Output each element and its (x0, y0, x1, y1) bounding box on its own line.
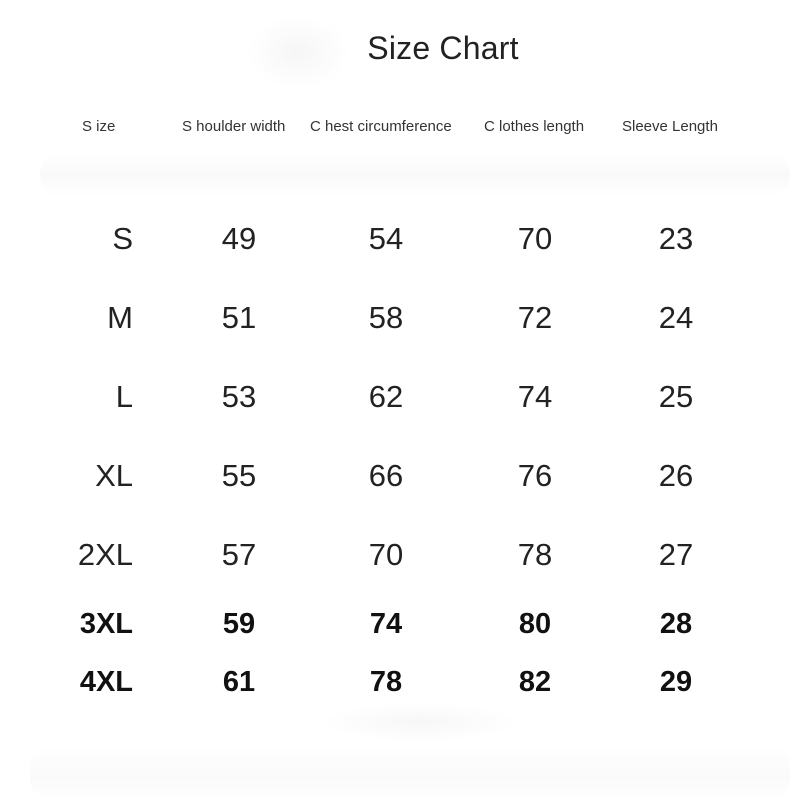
table-row (0, 662, 800, 702)
table-row (0, 219, 800, 259)
header-shadow-band (40, 152, 790, 198)
size-cell: 4XL (79, 666, 133, 698)
shoulder-width-cell: 59 (222, 608, 256, 640)
shoulder-width-cell: 53 (221, 379, 257, 414)
size-cell: XL (95, 458, 133, 493)
table-row (0, 456, 800, 496)
chest-circumference-cell: 66 (368, 458, 404, 493)
chest-circumference-cell: 70 (368, 537, 404, 572)
chest-circumference-cell: 78 (369, 666, 403, 698)
clothes-length-cell: 72 (517, 300, 553, 335)
column-header-sleeve-length: Sleeve Length (622, 118, 718, 135)
table-row (0, 377, 800, 417)
table-row (0, 298, 800, 338)
size-cell: S (112, 221, 133, 256)
bottom-shadow-band (30, 745, 790, 800)
chest-circumference-cell: 62 (368, 379, 404, 414)
size-cell: 2XL (77, 537, 133, 572)
clothes-length-cell: 82 (518, 666, 552, 698)
chest-circumference-cell: 74 (369, 608, 403, 640)
chest-circumference-cell: 54 (368, 221, 404, 256)
clothes-length-cell: 70 (517, 221, 553, 256)
size-cell: M (107, 300, 133, 335)
clothes-length-cell: 78 (517, 537, 553, 572)
shoulder-width-cell: 61 (222, 666, 256, 698)
sleeve-length-cell: 27 (658, 537, 694, 572)
column-header-shoulder-width: S houlder width (182, 118, 286, 135)
background-smudge (320, 702, 520, 742)
shoulder-width-cell: 51 (221, 300, 257, 335)
size-cell: L (115, 379, 133, 414)
sleeve-length-cell: 23 (658, 221, 694, 256)
shoulder-width-cell: 49 (221, 221, 257, 256)
clothes-length-cell: 76 (517, 458, 553, 493)
shoulder-width-cell: 55 (221, 458, 257, 493)
shoulder-width-cell: 57 (221, 537, 257, 572)
size-cell: 3XL (79, 608, 133, 640)
sleeve-length-cell: 25 (658, 379, 694, 414)
clothes-length-cell: 80 (518, 608, 552, 640)
sleeve-length-cell: 24 (658, 300, 694, 335)
sleeve-length-cell: 29 (659, 666, 693, 698)
chest-circumference-cell: 58 (368, 300, 404, 335)
page-title: Size Chart (367, 30, 519, 66)
table-row (0, 535, 800, 575)
sleeve-length-cell: 26 (658, 458, 694, 493)
column-header-clothes-length: C lothes length (484, 118, 585, 135)
table-row (0, 604, 800, 644)
sleeve-length-cell: 28 (659, 608, 693, 640)
column-header-chest-circumference: C hest circumference (310, 118, 452, 135)
clothes-length-cell: 74 (517, 379, 553, 414)
column-header-size: S ize (82, 118, 116, 135)
